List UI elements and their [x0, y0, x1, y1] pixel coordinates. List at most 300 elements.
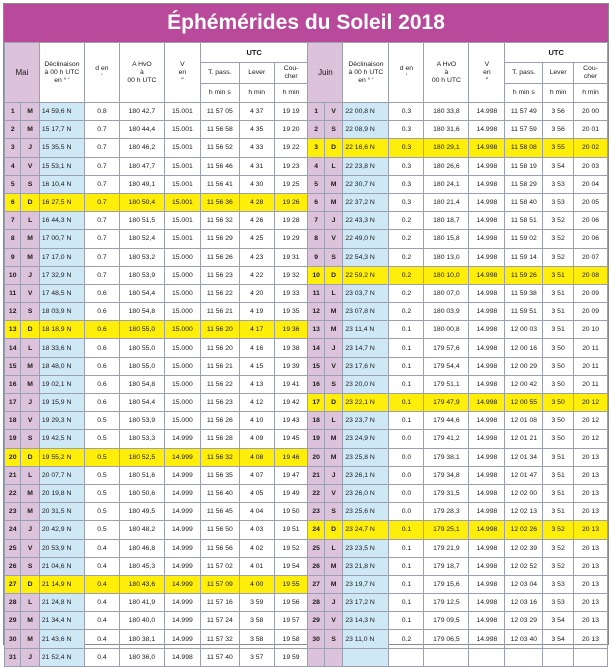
june-v-cell: 14.998: [469, 339, 505, 357]
may-d-cell: 3: [5, 139, 21, 157]
may-den-cell: 0.5: [84, 412, 119, 430]
june-cou-cell: 20 13: [574, 448, 608, 466]
may-dec-cell: 20 19,8 N: [39, 484, 84, 502]
may-v-cell: 14.999: [164, 575, 200, 593]
may-cou-cell: 19 50: [274, 503, 308, 521]
may-cou-cell: 19 45: [274, 430, 308, 448]
may-d-cell: 18: [5, 412, 21, 430]
june-d-cell: 15: [308, 357, 324, 375]
may-v-cell: 15.001: [164, 139, 200, 157]
may-lev-cell: 4 17: [239, 321, 274, 339]
table-row: [5, 139, 608, 157]
may-w-cell: V: [21, 412, 39, 430]
june-w-cell: D: [324, 394, 342, 412]
june-den-cell: 0.2: [389, 248, 424, 266]
may-cou-cell: 19 32: [274, 266, 308, 284]
lever-header-june: Lever: [543, 63, 574, 84]
june-w-cell: L: [324, 284, 342, 302]
table-row: [5, 412, 608, 430]
table-row: [5, 630, 608, 648]
may-w-cell: M: [21, 503, 39, 521]
may-w-cell: S: [21, 557, 39, 575]
may-w-cell: M: [21, 357, 39, 375]
may-cou-cell: 19 49: [274, 484, 308, 502]
may-lev-cell: 4 31: [239, 157, 274, 175]
may-lev-cell: 4 30: [239, 175, 274, 193]
june-ahvo-cell: 179 06,5: [424, 630, 469, 648]
may-ahvo-cell: 180 53,9: [119, 266, 164, 284]
may-dec-cell: 18 03,9 N: [39, 303, 84, 321]
june-ahvo-cell: 179 25,1: [424, 521, 469, 539]
may-d-cell: 27: [5, 575, 21, 593]
june-v-cell: 14.998: [469, 303, 505, 321]
may-w-cell: M: [21, 230, 39, 248]
june-lev-cell: 3 52: [543, 248, 574, 266]
may-d-cell: 20: [5, 448, 21, 466]
june-cou-cell: 20 11: [574, 375, 608, 393]
june-w-cell: D: [324, 139, 342, 157]
may-d-cell: 29: [5, 612, 21, 630]
may-lev-cell: 4 12: [239, 394, 274, 412]
may-w-cell: M: [21, 121, 39, 139]
may-cou-cell: 19 42: [274, 394, 308, 412]
may-tp-cell: 11 57 02: [200, 557, 239, 575]
may-lev-cell: 4 08: [239, 448, 274, 466]
june-lev-cell: 3 50: [543, 430, 574, 448]
may-tp-cell: 11 56 26: [200, 248, 239, 266]
may-cou-cell: 19 59: [274, 648, 308, 666]
may-ahvo-cell: 180 42,7: [119, 103, 164, 121]
may-dec-cell: 20 42,9 N: [39, 521, 84, 539]
june-cou-cell: 20 03: [574, 157, 608, 175]
june-cou-cell: 20 09: [574, 303, 608, 321]
may-den-cell: 0.4: [84, 612, 119, 630]
june-lev-cell: 3 52: [543, 521, 574, 539]
may-cou-cell: 19 23: [274, 157, 308, 175]
may-den-cell: 0.7: [84, 212, 119, 230]
june-tp-cell: 12 03 16: [505, 594, 543, 612]
june-cou-cell: 20 13: [574, 594, 608, 612]
may-d-cell: 8: [5, 230, 21, 248]
june-d-cell: 24: [308, 521, 324, 539]
may-ahvo-cell: 180 49,5: [119, 503, 164, 521]
june-tp-cell: 11 58 08: [505, 139, 543, 157]
june-cou-cell: 20 08: [574, 266, 608, 284]
june-den-cell: 0.1: [389, 612, 424, 630]
may-den-cell: 0.7: [84, 175, 119, 193]
may-d-cell: 13: [5, 321, 21, 339]
june-dec-cell: 22 30,7 N: [343, 175, 389, 193]
june-cou-cell: 20 13: [574, 503, 608, 521]
may-w-cell: S: [21, 430, 39, 448]
june-w-cell: M: [324, 430, 342, 448]
june-d-cell: 29: [308, 612, 324, 630]
june-d-cell: 14: [308, 339, 324, 357]
june-cou-cell: 20 13: [574, 575, 608, 593]
may-ahvo-cell: 180 55,0: [119, 321, 164, 339]
june-d-cell: 11: [308, 284, 324, 302]
may-dec-cell: 18 33,6 N: [39, 339, 84, 357]
may-d-cell: 22: [5, 484, 21, 502]
may-den-cell: 0.4: [84, 539, 119, 557]
june-den-cell: [389, 648, 424, 666]
june-dec-cell: 23 22,1 N: [343, 394, 389, 412]
june-w-cell: M: [324, 557, 342, 575]
may-w-cell: L: [21, 594, 39, 612]
may-dec-cell: 18 18,9 N: [39, 321, 84, 339]
may-v-cell: 14.999: [164, 612, 200, 630]
june-tp-cell: 12 03 29: [505, 612, 543, 630]
june-dec-cell: 23 24,7 N: [343, 521, 389, 539]
may-lev-cell: 4 04: [239, 503, 274, 521]
may-v-cell: 15.001: [164, 230, 200, 248]
june-v-cell: [469, 648, 505, 666]
june-cou-cell: [574, 648, 608, 666]
table-row: [5, 466, 608, 484]
may-w-cell: S: [21, 303, 39, 321]
table-row: [5, 321, 608, 339]
june-ahvo-cell: 179 47,9: [424, 394, 469, 412]
may-tp-cell: 11 56 26: [200, 412, 239, 430]
june-v-cell: 14.998: [469, 394, 505, 412]
may-tp-cell: 11 56 41: [200, 175, 239, 193]
may-tp-cell: 11 56 23: [200, 266, 239, 284]
june-dec-cell: [343, 648, 389, 666]
june-cou-cell: 20 11: [574, 339, 608, 357]
june-den-cell: 0.0: [389, 466, 424, 484]
june-dec-cell: 23 17,6 N: [343, 357, 389, 375]
may-den-cell: 0.6: [84, 339, 119, 357]
may-dec-cell: 19 42,5 N: [39, 430, 84, 448]
may-cou-cell: 19 22: [274, 139, 308, 157]
may-w-cell: D: [21, 448, 39, 466]
may-v-cell: 15.001: [164, 175, 200, 193]
utc-header: UTC: [200, 43, 308, 63]
june-tp-cell: 12 02 52: [505, 557, 543, 575]
june-cou-cell: 20 06: [574, 212, 608, 230]
june-d-cell: 7: [308, 212, 324, 230]
june-tp-cell: 11 58 51: [505, 212, 543, 230]
table-row: [5, 448, 608, 466]
may-d-cell: 7: [5, 212, 21, 230]
june-v-cell: 14.998: [469, 230, 505, 248]
table-row: [5, 266, 608, 284]
june-cou-cell: 20 13: [574, 557, 608, 575]
june-tp-cell: 11 59 02: [505, 230, 543, 248]
ahvo-header: A HvO à 00 h UTC: [119, 43, 164, 103]
june-ahvo-cell: 179 38,1: [424, 448, 469, 466]
may-cou-cell: 19 57: [274, 612, 308, 630]
june-dec-cell: 23 14,7 N: [343, 339, 389, 357]
may-dec-cell: 21 04,6 N: [39, 557, 84, 575]
june-lev-cell: 3 51: [543, 321, 574, 339]
may-lev-cell: 4 28: [239, 193, 274, 211]
may-v-cell: 15.000: [164, 357, 200, 375]
june-cou-cell: 20 07: [574, 248, 608, 266]
may-tp-cell: 11 56 20: [200, 339, 239, 357]
may-ahvo-cell: 180 50,6: [119, 484, 164, 502]
may-dec-cell: 21 14,9 N: [39, 575, 84, 593]
june-d-cell: 23: [308, 503, 324, 521]
may-dec-cell: 19 55,2 N: [39, 448, 84, 466]
june-den-cell: 0.0: [389, 484, 424, 502]
may-ahvo-cell: 180 44,4: [119, 121, 164, 139]
may-lev-cell: 4 20: [239, 284, 274, 302]
may-w-cell: S: [21, 175, 39, 193]
june-d-cell: 16: [308, 375, 324, 393]
june-ahvo-cell: 180 03,9: [424, 303, 469, 321]
table-row: [5, 430, 608, 448]
table-row: [5, 648, 608, 666]
june-dec-cell: 23 23,5 N: [343, 539, 389, 557]
may-ahvo-cell: 180 36,0: [119, 648, 164, 666]
june-den-cell: 0.3: [389, 193, 424, 211]
may-den-cell: 0.7: [84, 139, 119, 157]
may-den-cell: 0.5: [84, 466, 119, 484]
may-lev-cell: 4 01: [239, 557, 274, 575]
may-lev-cell: 4 33: [239, 139, 274, 157]
table-body: [5, 103, 608, 667]
june-den-cell: 0.3: [389, 139, 424, 157]
may-den-cell: 0.4: [84, 557, 119, 575]
may-v-cell: 15.000: [164, 303, 200, 321]
june-lev-cell: 3 51: [543, 448, 574, 466]
may-dec-cell: 15 17,7 N: [39, 121, 84, 139]
may-cou-cell: 19 26: [274, 193, 308, 211]
june-d-cell: 13: [308, 321, 324, 339]
may-den-cell: 0.4: [84, 648, 119, 666]
june-dec-cell: 23 26,0 N: [343, 484, 389, 502]
may-lev-cell: 4 15: [239, 357, 274, 375]
june-v-cell: 14.998: [469, 321, 505, 339]
may-d-cell: 25: [5, 539, 21, 557]
may-cou-cell: 19 52: [274, 539, 308, 557]
may-cou-cell: 19 20: [274, 121, 308, 139]
june-cou-cell: 20 13: [574, 539, 608, 557]
june-cou-cell: 20 09: [574, 284, 608, 302]
may-lev-cell: 4 35: [239, 121, 274, 139]
may-lev-cell: 4 00: [239, 575, 274, 593]
june-d-cell: 18: [308, 412, 324, 430]
may-ahvo-cell: 180 43,6: [119, 575, 164, 593]
june-dec-cell: 22 08,9 N: [343, 121, 389, 139]
may-den-cell: 0.6: [84, 284, 119, 302]
may-w-cell: J: [21, 648, 39, 666]
june-v-cell: 14.998: [469, 630, 505, 648]
may-lev-cell: 4 07: [239, 466, 274, 484]
june-tp-cell: 12 01 21: [505, 430, 543, 448]
may-d-cell: 26: [5, 557, 21, 575]
june-d-cell: 6: [308, 193, 324, 211]
june-den-cell: 0.1: [389, 339, 424, 357]
june-v-cell: 14.998: [469, 612, 505, 630]
june-dec-cell: 23 26,1 N: [343, 466, 389, 484]
june-w-cell: J: [324, 339, 342, 357]
may-d-cell: 28: [5, 594, 21, 612]
june-lev-cell: 3 54: [543, 612, 574, 630]
may-w-cell: L: [21, 212, 39, 230]
table-row: [5, 193, 608, 211]
june-lev-cell: 3 53: [543, 575, 574, 593]
june-tp-cell: 11 57 59: [505, 121, 543, 139]
table-row: [5, 375, 608, 393]
may-ahvo-cell: 180 55,0: [119, 339, 164, 357]
june-ahvo-cell: 179 34,8: [424, 466, 469, 484]
june-ahvo-cell: 179 18,7: [424, 557, 469, 575]
may-d-cell: 16: [5, 375, 21, 393]
june-d-cell: 8: [308, 230, 324, 248]
june-dec-cell: 22 37,2 N: [343, 193, 389, 211]
june-den-cell: 0.1: [389, 357, 424, 375]
may-cou-cell: 19 19: [274, 103, 308, 121]
june-tp-cell: [505, 648, 543, 666]
june-ahvo-cell: 180 18,7: [424, 212, 469, 230]
june-ahvo-cell: [424, 648, 469, 666]
may-lev-cell: 3 59: [239, 594, 274, 612]
june-den-cell: 0.0: [389, 503, 424, 521]
june-lev-cell: 3 51: [543, 303, 574, 321]
june-d-cell: 25: [308, 539, 324, 557]
june-dec-cell: 22 49,0 N: [343, 230, 389, 248]
table-row: [5, 357, 608, 375]
d-header-june: d en ′: [389, 43, 424, 103]
may-cou-cell: 19 55: [274, 575, 308, 593]
may-dec-cell: 19 02,1 N: [39, 375, 84, 393]
may-tp-cell: 11 56 35: [200, 466, 239, 484]
may-tp-cell: 11 56 29: [200, 230, 239, 248]
june-lev-cell: 3 50: [543, 394, 574, 412]
may-den-cell: 0.7: [84, 157, 119, 175]
may-w-cell: M: [21, 630, 39, 648]
may-den-cell: 0.7: [84, 266, 119, 284]
june-lev-cell: 3 51: [543, 266, 574, 284]
june-dec-cell: 23 24,9 N: [343, 430, 389, 448]
june-tp-cell: 12 00 16: [505, 339, 543, 357]
unit-hmin-lever-june: h min: [543, 84, 574, 103]
june-dec-cell: 23 19,7 N: [343, 575, 389, 593]
may-tp-cell: 11 56 46: [200, 157, 239, 175]
may-den-cell: 0.5: [84, 521, 119, 539]
table-row: [5, 175, 608, 193]
may-ahvo-cell: 180 52,4: [119, 230, 164, 248]
may-cou-cell: 19 43: [274, 412, 308, 430]
may-ahvo-cell: 180 54,8: [119, 303, 164, 321]
may-tp-cell: 11 56 50: [200, 521, 239, 539]
may-cou-cell: 19 29: [274, 230, 308, 248]
june-ahvo-cell: 180 00,8: [424, 321, 469, 339]
may-den-cell: 0.6: [84, 394, 119, 412]
may-dec-cell: 21 52,4 N: [39, 648, 84, 666]
june-lev-cell: 3 51: [543, 466, 574, 484]
table-row: [5, 484, 608, 502]
june-ahvo-cell: 180 24,1: [424, 175, 469, 193]
june-cou-cell: 20 13: [574, 630, 608, 648]
may-v-cell: 15.000: [164, 321, 200, 339]
may-dec-cell: 21 34,4 N: [39, 612, 84, 630]
june-v-cell: 14.998: [469, 448, 505, 466]
june-w-cell: S: [324, 375, 342, 393]
may-w-cell: J: [21, 266, 39, 284]
may-v-cell: 14.998: [164, 648, 200, 666]
may-v-cell: 14.999: [164, 594, 200, 612]
may-d-cell: 14: [5, 339, 21, 357]
may-ahvo-cell: 180 45,3: [119, 557, 164, 575]
may-d-cell: 10: [5, 266, 21, 284]
may-den-cell: 0.5: [84, 430, 119, 448]
june-den-cell: 0.0: [389, 448, 424, 466]
june-d-cell: 2: [308, 121, 324, 139]
june-cou-cell: 20 04: [574, 175, 608, 193]
may-dec-cell: 20 31,5 N: [39, 503, 84, 521]
may-lev-cell: 4 19: [239, 303, 274, 321]
june-den-cell: 0.0: [389, 430, 424, 448]
may-dec-cell: 18 48,0 N: [39, 357, 84, 375]
june-w-cell: L: [324, 157, 342, 175]
may-d-cell: 19: [5, 430, 21, 448]
june-den-cell: 0.1: [389, 539, 424, 557]
june-v-cell: 14.998: [469, 503, 505, 521]
tpass-header: T. pass.: [200, 63, 239, 84]
may-tp-cell: 11 57 24: [200, 612, 239, 630]
june-cou-cell: 20 05: [574, 193, 608, 211]
may-cou-cell: 19 36: [274, 321, 308, 339]
may-ahvo-cell: 180 55,0: [119, 357, 164, 375]
june-cou-cell: 20 13: [574, 484, 608, 502]
june-d-cell: 22: [308, 484, 324, 502]
june-d-cell: 19: [308, 430, 324, 448]
june-lev-cell: 3 50: [543, 339, 574, 357]
may-dec-cell: 20 07,7 N: [39, 466, 84, 484]
may-den-cell: 0.6: [84, 321, 119, 339]
may-v-cell: 14.999: [164, 539, 200, 557]
table-row: [5, 230, 608, 248]
may-den-cell: 0.5: [84, 484, 119, 502]
may-lev-cell: 4 09: [239, 430, 274, 448]
june-cou-cell: 20 01: [574, 121, 608, 139]
may-d-cell: 6: [5, 193, 21, 211]
may-v-cell: 15.000: [164, 394, 200, 412]
may-w-cell: D: [21, 575, 39, 593]
table-row: [5, 103, 608, 121]
june-ahvo-cell: 180 10,0: [424, 266, 469, 284]
may-den-cell: 0.4: [84, 630, 119, 648]
may-v-cell: 15.000: [164, 412, 200, 430]
june-v-cell: 14.998: [469, 357, 505, 375]
june-den-cell: 0.2: [389, 266, 424, 284]
ahvo-header-june: A HvO à 00 h UTC: [424, 43, 469, 103]
june-v-cell: 14.998: [469, 575, 505, 593]
june-den-cell: 0.1: [389, 557, 424, 575]
june-w-cell: S: [324, 248, 342, 266]
june-lev-cell: [543, 648, 574, 666]
june-ahvo-cell: 180 07,0: [424, 284, 469, 302]
june-lev-cell: 3 51: [543, 484, 574, 502]
may-ahvo-cell: 180 47,7: [119, 157, 164, 175]
june-tp-cell: 12 02 26: [505, 521, 543, 539]
june-w-cell: M: [324, 321, 342, 339]
june-v-cell: 14.998: [469, 484, 505, 502]
may-v-cell: 15.001: [164, 193, 200, 211]
june-v-cell: 14.998: [469, 521, 505, 539]
may-cou-cell: 19 33: [274, 284, 308, 302]
may-ahvo-cell: 180 41,9: [119, 594, 164, 612]
may-dec-cell: 16 27,5 N: [39, 193, 84, 211]
june-ahvo-cell: 179 09,5: [424, 612, 469, 630]
june-dec-cell: 22 54,3 N: [343, 248, 389, 266]
june-den-cell: 0.1: [389, 412, 424, 430]
june-lev-cell: 3 52: [543, 539, 574, 557]
june-ahvo-cell: 179 57,6: [424, 339, 469, 357]
